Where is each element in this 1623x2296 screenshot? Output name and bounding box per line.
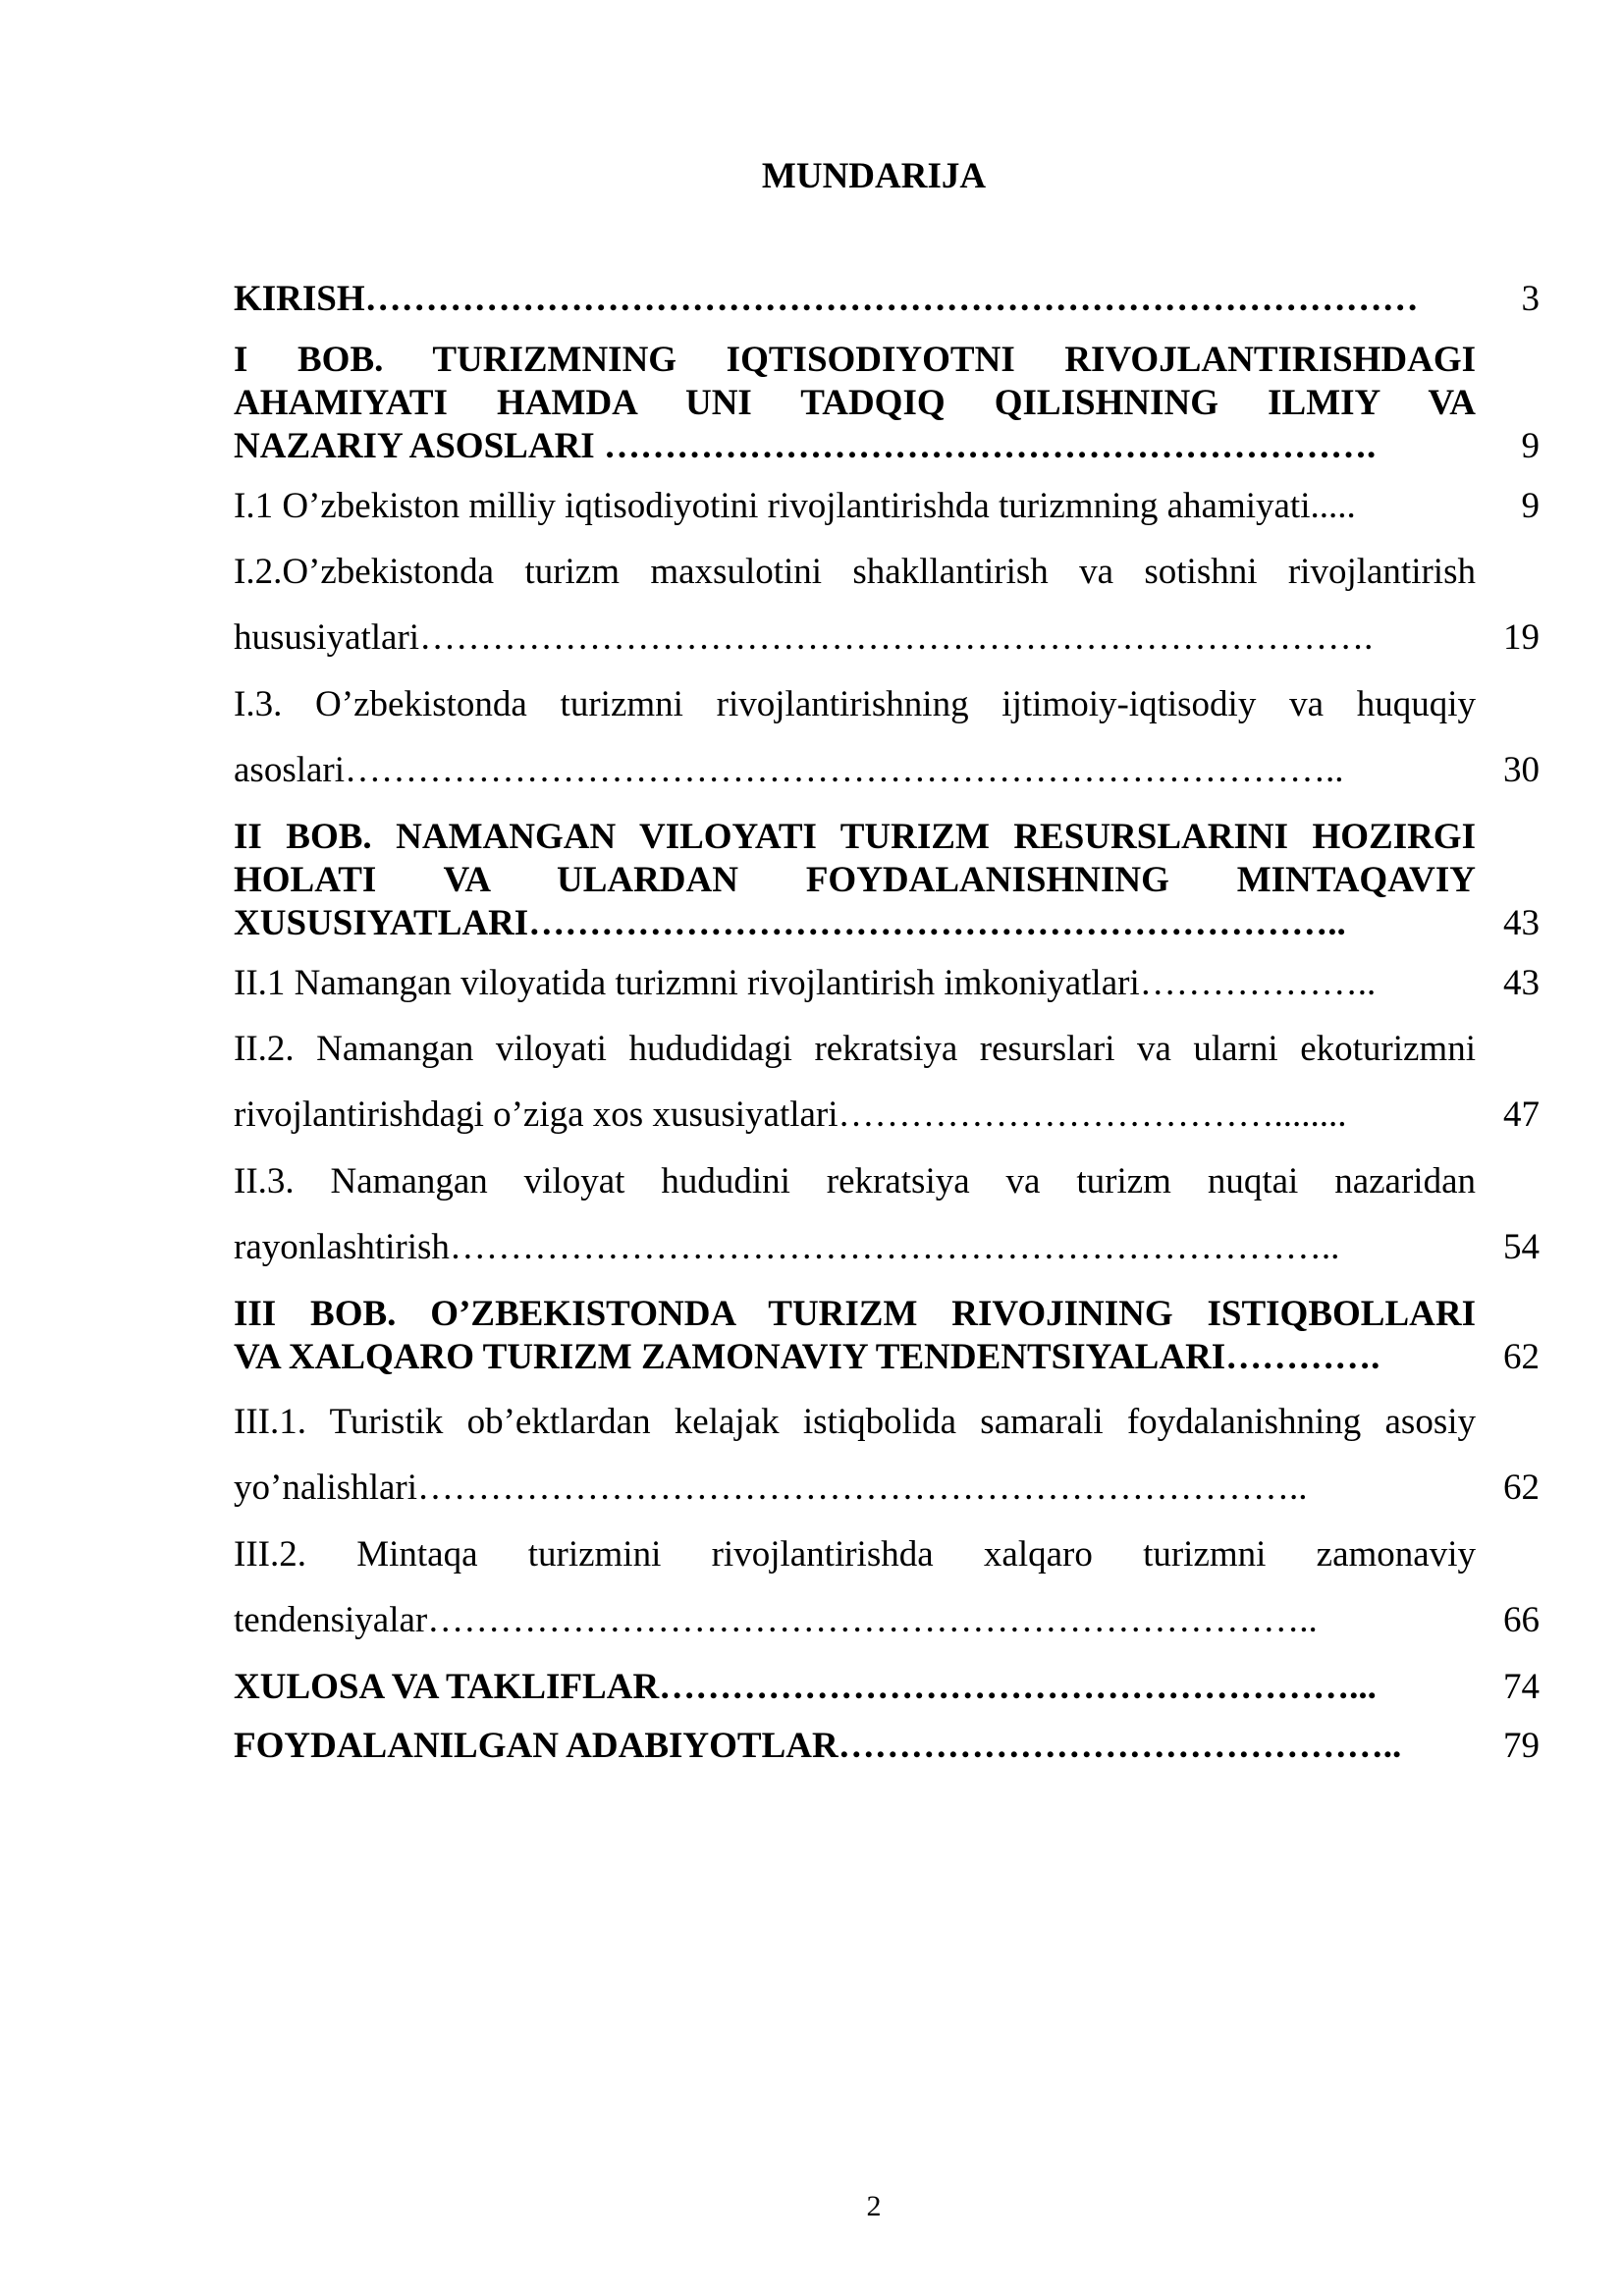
toc-page-number: 47 bbox=[1503, 1095, 1540, 1135]
page-title: MUNDARIJA bbox=[761, 156, 987, 196]
toc-entry-line: II.3. Namangan viloyat hududini rekratsiya va turizm nuqtai nazaridan bbox=[234, 1161, 1476, 1201]
page-number: 2 bbox=[866, 2190, 882, 2222]
toc-entry-line: asoslari……………………………………………………………………….. bbox=[234, 750, 1344, 790]
toc-entry-line: NAZARIY ASOSLARI ………………………………………………………. bbox=[234, 426, 1377, 466]
toc-entry-line: I BOB. TURIZMNING IQTISODIYOTNI RIVOJLANTIRISHDAGI bbox=[234, 340, 1476, 380]
toc-page-number: 62 bbox=[1503, 1337, 1540, 1377]
toc-page-number: 19 bbox=[1503, 617, 1540, 658]
toc-entry-line: III BOB. O’ZBEKISTONDA TURIZM RIVOJINING ISTIQBOLLARI bbox=[234, 1294, 1476, 1334]
toc-page-number: 3 bbox=[1521, 279, 1540, 319]
toc-entry-line: rivojlantirishdagi o’ziga xos xususiyatlari………………………………........ bbox=[234, 1095, 1347, 1135]
toc-page-number: 79 bbox=[1503, 1726, 1540, 1766]
toc-entry-line: XULOSA VA TAKLIFLAR…………………………………………………... bbox=[234, 1667, 1377, 1707]
toc-entry-line: yo’nalishlari……………………………………………………………….. bbox=[234, 1468, 1308, 1508]
toc-entry-line: I.2.O’zbekistonda turizm maxsulotini shakllantirish va sotishni rivojlantirish bbox=[234, 552, 1476, 592]
toc-entry-line: III.2. Mintaqa turizmini rivojlantirishda xalqaro turizmni zamonaviy bbox=[234, 1534, 1476, 1575]
toc-page-number: 43 bbox=[1503, 903, 1540, 943]
toc-entry-line: XUSUSIYATLARI………………………………………………………….. bbox=[234, 903, 1346, 943]
toc-entry-line: rayonlashtirish……………………………………………………………….. bbox=[234, 1227, 1340, 1267]
toc-page-number: 43 bbox=[1503, 963, 1540, 1003]
toc-page-number: 66 bbox=[1503, 1600, 1540, 1640]
toc-entry-line: I.3. O’zbekistonda turizmni rivojlantirishning ijtimoiy-iqtisodiy va huquqiy bbox=[234, 684, 1476, 724]
toc-page-number: 9 bbox=[1521, 426, 1540, 466]
toc-entry-line: KIRISH…………………………………………………………………………… bbox=[234, 279, 1419, 319]
toc-entry-line: III.1. Turistik ob’ektlardan kelajak istiqbolida samarali foydalanishning asosiy bbox=[234, 1402, 1476, 1442]
toc-entry-line: I.1 O’zbekiston milliy iqtisodiyotini rivojlantirishda turizmning ahamiyati..... bbox=[234, 486, 1356, 526]
toc-entry-line: FOYDALANILGAN ADABIYOTLAR……………………………………….. bbox=[234, 1726, 1402, 1766]
toc-page-number: 30 bbox=[1503, 750, 1540, 790]
toc-page-number: 74 bbox=[1503, 1667, 1540, 1707]
toc-entry-line: II BOB. NAMANGAN VILOYATI TURIZM RESURSLARINI HOZIRGI bbox=[234, 817, 1476, 857]
toc-entry-line: HOLATI VA ULARDAN FOYDALANISHNING MINTAQAVIY bbox=[234, 860, 1476, 900]
toc-entry-line: VA XALQARO TURIZM ZAMONAVIY TENDENTSIYALARI…………. bbox=[234, 1337, 1380, 1377]
toc-page-number: 54 bbox=[1503, 1227, 1540, 1267]
toc-entry-line: hususiyatlari……………………………………………………………………. bbox=[234, 617, 1374, 658]
toc-entry-line: AHAMIYATI HAMDA UNI TADQIQ QILISHNING ILMIY VA bbox=[234, 383, 1476, 423]
toc-entry-line: II.2. Namangan viloyati hududidagi rekratsiya resurslari va ularni ekoturizmni bbox=[234, 1029, 1476, 1069]
toc-entry-line: tendensiyalar……………………………………………………………….. bbox=[234, 1600, 1318, 1640]
toc-entry-line: II.1 Namangan viloyatida turizmni rivojlantirish imkoniyatlari……………….. bbox=[234, 963, 1377, 1003]
toc-page-number: 62 bbox=[1503, 1468, 1540, 1508]
toc-page-number: 9 bbox=[1521, 486, 1540, 526]
